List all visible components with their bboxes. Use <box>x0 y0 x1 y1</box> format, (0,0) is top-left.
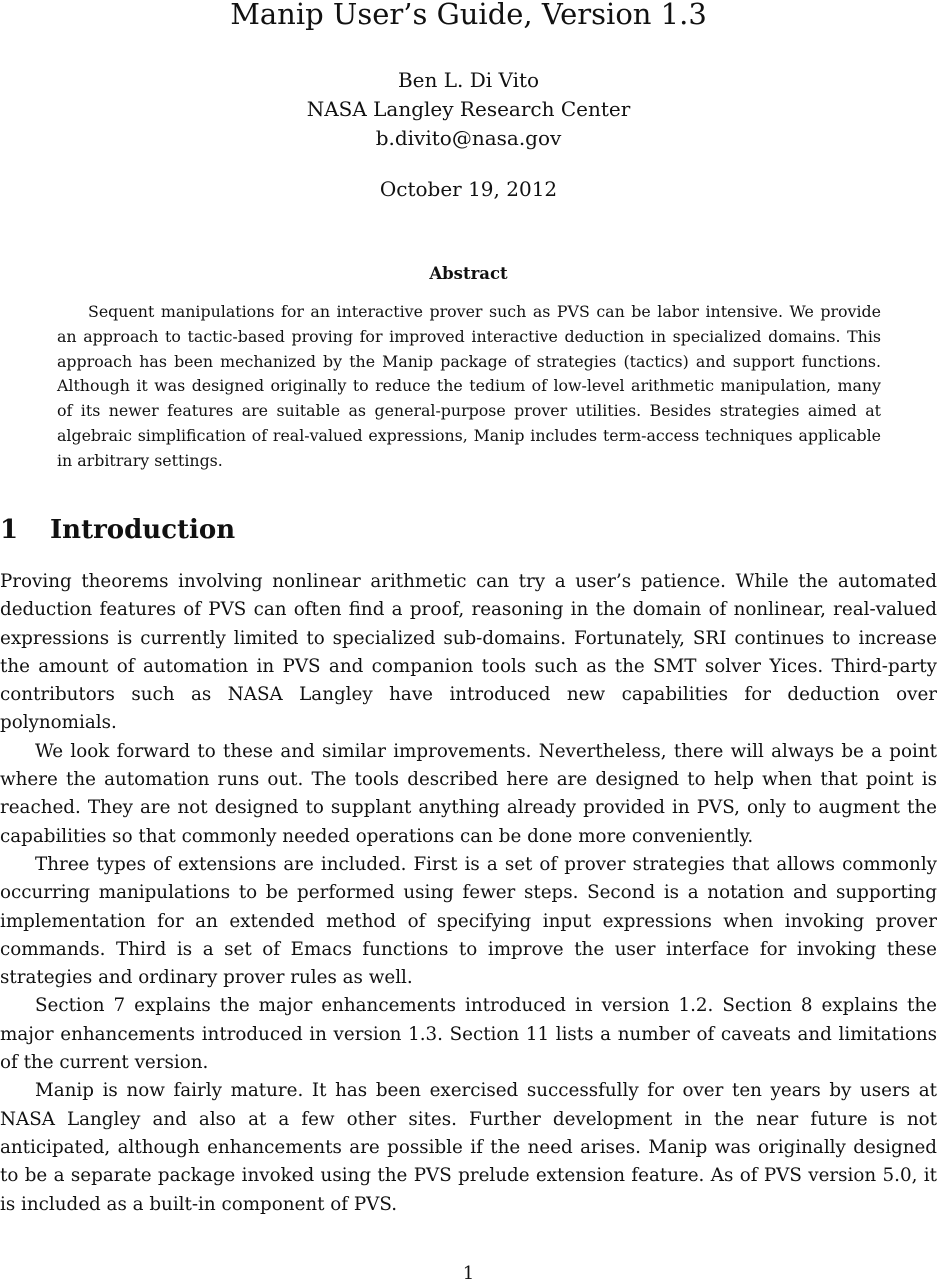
page-number: 1 <box>462 1263 475 1284</box>
abstract-heading: Abstract <box>429 264 508 283</box>
section-heading <box>0 512 937 548</box>
document-title: Manip User’s Guide, Version 1.3 <box>230 0 707 31</box>
section-title: Introduction <box>50 515 236 545</box>
section-number: 1 <box>0 515 19 545</box>
body-paragraph: Three types of extensions are included. First is a set of prover strategies that allows commonly occurring manipulations to be performed using fewer steps. Second is a notation and supporting implementation for an extended method of specifying input expressions when invoking prover commands. Third is a set of Emacs functions to improve the user interface for invoking these strategies and ordinary prover rules as well. <box>0 853 937 989</box>
author-email: b.divito@nasa.gov <box>375 126 562 150</box>
abstract-text: Sequent manipulations for an interactive prover such as PVS can be labor intensive. We provide an approach to tactic-based proving for improved interactive deduction in specialized domains. This approach has been mechanized by the Manip package of strategies (tactics) and support functions. Although it was designed originally to reduce the tedium of low-level arithmetic manipulation, many of its newer features are suitable as general-purpose prover utilities. Besides strategies aimed at algebraic simplification of real-valued expressions, Manip includes term-access techniques applicable in arbitrary settings. <box>57 302 881 470</box>
body-paragraph: Section 7 explains the major enhancements introduced in version 1.2. Section 8 explains the major enhancements introduced in version 1.3. Section 11 lists a number of caveats and limitations of the current version. <box>0 995 937 1074</box>
document-date: October 19, 2012 <box>379 177 558 201</box>
author-affiliation: NASA Langley Research Center <box>306 97 631 121</box>
body-paragraph: Proving theorems involving nonlinear arithmetic can try a user’s patience. While the automated deduction features of PVS can often find a proof, reasoning in the domain of nonlinear, real-valued expressions is currently limited to specialized sub-domains. Fortunately, SRI continues to increase the amount of automation in PVS and companion tools such as the SMT solver Yices. Third-party contributors such as NASA Langley have introduced new capabilities for deduction over polynomials. <box>0 571 937 734</box>
body-paragraph: We look forward to these and similar improvements. Nevertheless, there will always be a point where the automation runs out. The tools described here are designed to help when that point is reached. They are not designed to supplant anything already provided in PVS, only to augment the capabilities so that commonly needed operations can be done more conveniently. <box>0 740 937 847</box>
author-name: Ben L. Di Vito <box>397 68 540 92</box>
author-block <box>0 66 937 153</box>
section-body <box>0 568 937 1219</box>
body-paragraph: Manip is now fairly mature. It has been exercised successfully for over ten years by users at NASA Langley and also at a few other sites. Further development in the near future is not anticipated, although enhancements are possible if the need arises. Manip was originally designed to be a separate package invoked using the PVS prelude extension feature. As of PVS version 5.0, it is included as a built-in component of PVS. <box>0 1080 937 1215</box>
